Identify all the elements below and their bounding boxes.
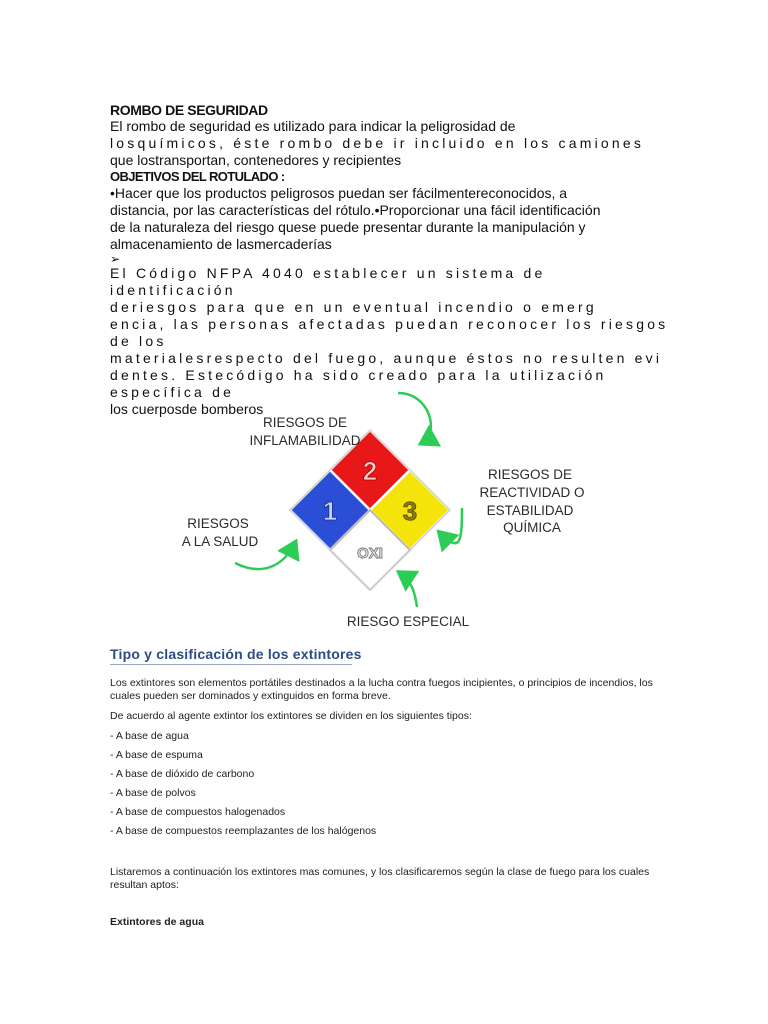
objectives-line-1: •Hacer que los productos peligrosos puedan ser fácilmentereconocidos, a bbox=[110, 185, 568, 201]
nfpa-line-6: los cuerposde bomberos bbox=[110, 401, 264, 417]
nfpa-line-5: dentes. Estecódigo ha sido creado para la utilización específica de bbox=[110, 367, 607, 400]
label-reactivity-3: ESTABILIDAD bbox=[486, 503, 574, 518]
intro-line-1: El rombo de seguridad es utilizado para indicar la peligrosidad de bbox=[110, 118, 516, 134]
nfpa-line-2: deriesgos para que en un eventual incendio o emerg bbox=[110, 299, 597, 315]
special-value: OXI bbox=[357, 545, 383, 562]
label-flammability-2: INFLAMABILIDAD bbox=[249, 433, 361, 448]
label-reactivity-4: QUÍMICA bbox=[503, 520, 561, 535]
health-value: 1 bbox=[322, 496, 338, 526]
water-extinguishers-heading: Extintores de agua bbox=[110, 916, 204, 928]
arrow-flammability bbox=[398, 393, 431, 443]
arrow-special bbox=[400, 573, 417, 607]
label-reactivity-1: RIESGOS DE bbox=[487, 467, 573, 482]
nfpa-line-3: encia, las personas afectadas puedan reconocer los riesgos de los bbox=[110, 316, 669, 349]
nfpa-diamond-diagram bbox=[160, 383, 620, 638]
intro-line-3: que lostransportan, contenedores y recipientes bbox=[110, 152, 402, 168]
section-title: ROMBO DE SEGURIDAD bbox=[110, 102, 268, 118]
nfpa-line-1: El Código NFPA 4040 establecer un sistema de identificación bbox=[110, 265, 546, 298]
diagram-svg bbox=[160, 383, 620, 638]
extinguishers-title: Tipo y clasificación de los extintores bbox=[110, 646, 362, 662]
label-reactivity-2: REACTIVIDAD O bbox=[479, 485, 585, 500]
type-item: - A base de espuma bbox=[110, 749, 203, 761]
extinguishers-list-intro: Listaremos a continuación los extintores mas comunes, y los clasificaremos según la clase de fuego para los cuales resultan aptos: bbox=[110, 866, 650, 891]
objectives-line-2: distancia, por las características del rótulo.•Proporcionar una fácil identificación bbox=[110, 202, 601, 218]
label-special: RIESGO ESPECIAL bbox=[346, 614, 470, 629]
flammability-value: 2 bbox=[362, 456, 378, 486]
label-health-1: RIESGOS bbox=[187, 516, 249, 531]
extinguishers-intro: Los extintores son elementos portátiles destinados a la lucha contra fuegos incipientes, o principios de incendios, los cuales pueden ser dominados y extinguidos en forma breve. bbox=[110, 677, 653, 702]
type-item: - A base de dióxido de carbono bbox=[110, 768, 255, 780]
diamond bbox=[290, 430, 450, 590]
label-health-2: A LA SALUD bbox=[181, 534, 259, 549]
type-item: - A base de agua bbox=[110, 730, 189, 742]
type-item: - A base de compuestos halogenados bbox=[110, 806, 286, 818]
intro-line-2: losquímicos, éste rombo debe ir incluido en los camiones bbox=[110, 135, 645, 151]
objectives-heading: OBJETIVOS DEL ROTULADO : bbox=[110, 169, 285, 184]
title-divider bbox=[110, 664, 352, 665]
objectives-line-4: almacenamiento de lasmercaderías bbox=[110, 236, 332, 252]
extinguishers-section bbox=[110, 646, 662, 928]
reactivity-value: 3 bbox=[402, 496, 418, 526]
rombo-section bbox=[110, 102, 670, 418]
objectives-line-3: de la naturaleza del riesgo quese puede presentar durante la manipulación y bbox=[110, 219, 586, 235]
type-item: - A base de compuestos reemplazantes de los halógenos bbox=[110, 825, 377, 837]
arrow-bullet-icon: ➢ bbox=[110, 252, 121, 266]
extinguishers-types-intro: De acuerdo al agente extintor los extintores se dividen en los siguientes tipos: bbox=[110, 710, 472, 722]
nfpa-line-4: materialesrespecto del fuego, aunque éstos no resulten evi bbox=[110, 350, 663, 366]
label-flammability-1: RIESGOS DE bbox=[262, 415, 348, 430]
type-item: - A base de polvos bbox=[110, 787, 196, 799]
